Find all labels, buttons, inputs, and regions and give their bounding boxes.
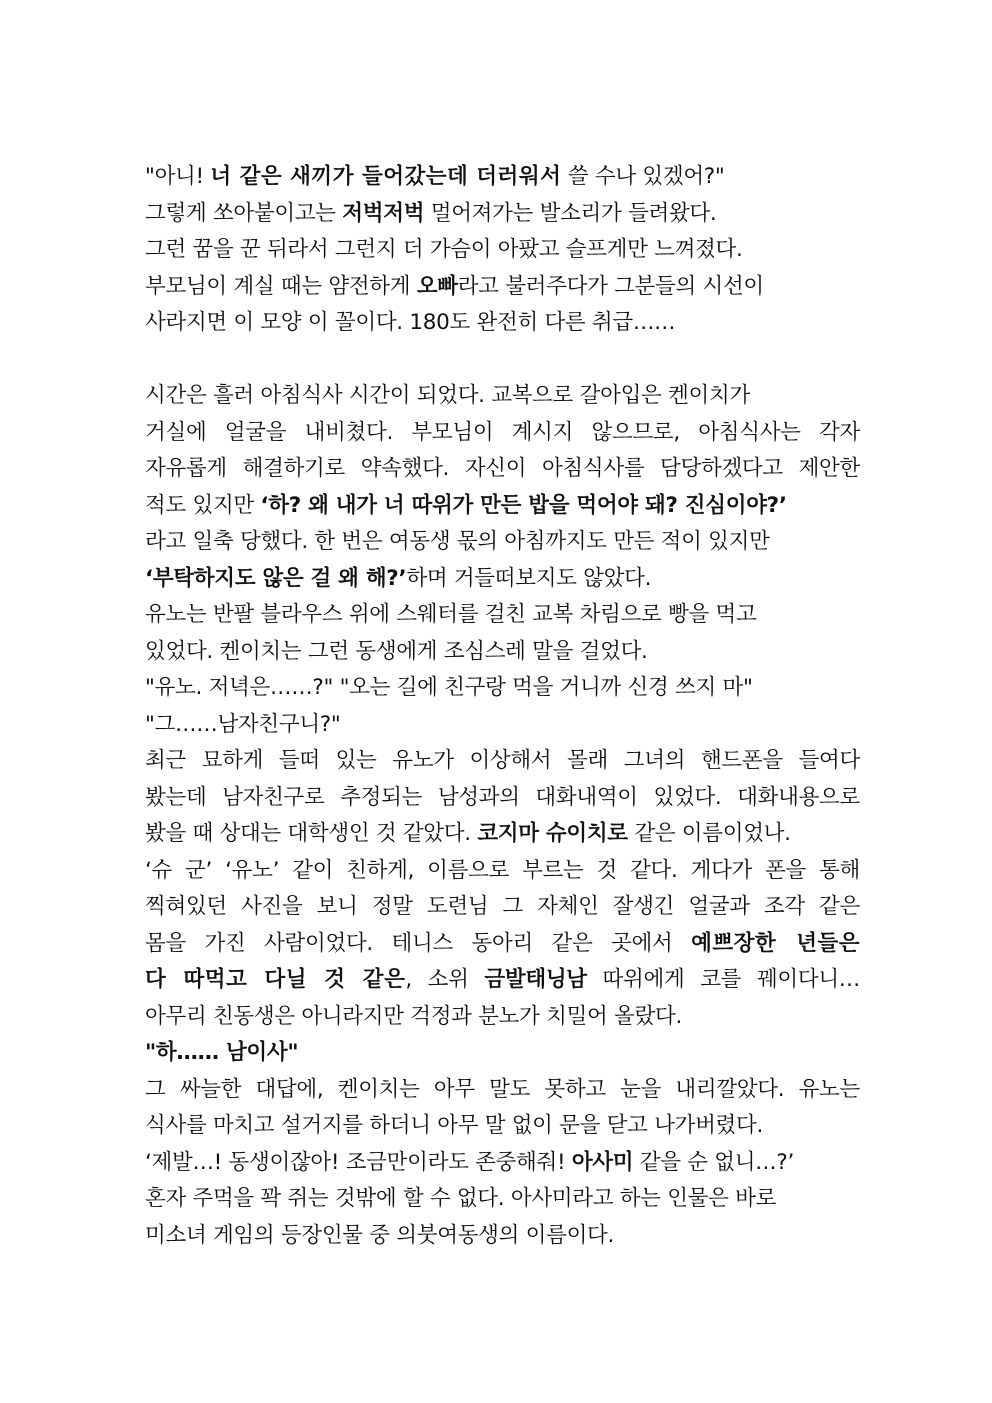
text-line <box>145 1035 860 1072</box>
text-span: "유노. 저녁은……?" "오는 길에 친구랑 먹을 거니까 신경 쓰지 마" <box>145 675 753 700</box>
text-span: 미소녀 게임의 등장인물 중 의붓여동생의 이름이다. <box>145 1222 615 1248</box>
emphasized-text: 아사미 <box>571 1149 634 1175</box>
text-span: , 소위 <box>405 967 485 992</box>
document-body <box>145 159 860 1254</box>
text-span: "그……남자친구니?" <box>145 711 341 737</box>
text-span: ‘제발…! 동생이잖아! 조금만이라도 존중해줘! <box>145 1149 572 1175</box>
text-line <box>145 962 860 999</box>
text-line <box>145 889 860 926</box>
text-line <box>145 1072 860 1109</box>
text-span: 최근 묘하게 들떠 있는 유노가 이상해서 몰래 그녀의 핸드폰을 들여다 <box>145 748 860 773</box>
text-line <box>145 269 860 306</box>
text-line <box>145 670 860 707</box>
emphasized-text: 오빠 <box>416 273 458 299</box>
text-line <box>145 196 860 233</box>
text-line <box>145 488 860 525</box>
text-span: 같을 순 없니…?’ <box>633 1149 795 1175</box>
text-line <box>145 780 860 817</box>
text-span: 하며 거들떠보지도 않았다. <box>406 565 652 591</box>
text-span: 따위에게 코를 꿰이다니… <box>586 967 860 992</box>
text-line <box>145 1181 860 1218</box>
text-span: 봤는데 남자친구로 추정되는 남성과의 대화내역이 있었다. 대화내용으로 <box>145 784 860 810</box>
text-line <box>145 816 860 853</box>
emphasized-text: 저벅저벅 <box>342 200 425 226</box>
text-line <box>145 634 860 671</box>
text-line <box>145 451 860 488</box>
text-line <box>145 378 860 415</box>
text-span: 자유롭게 해결하기로 약속했다. 자신이 아침식사를 담당하겠다고 제안한 <box>145 456 860 481</box>
text-line <box>145 561 860 598</box>
text-line <box>145 597 860 634</box>
paragraph <box>145 159 860 342</box>
text-span: 아무리 친동생은 아니라지만 걱정과 분노가 치밀어 올랐다. <box>145 1003 682 1029</box>
text-line <box>145 743 860 780</box>
text-span: "아니! <box>145 164 211 189</box>
text-span: 시간은 흘러 아침식사 시간이 되었다. 교복으로 갈아입은 켄이치가 <box>145 383 750 408</box>
paragraph-gap <box>145 342 860 379</box>
emphasized-text: 다 따먹고 다닐 것 같은 <box>145 967 406 992</box>
text-span: 그런 꿈을 꾼 뒤라서 그런지 더 가슴이 아팠고 슬프게만 느껴졌다. <box>145 237 743 262</box>
text-line <box>145 415 860 452</box>
text-span: 멀어져가는 발소리가 들려왔다. <box>424 200 717 226</box>
text-span: 거실에 얼굴을 내비쳤다. 부모님이 계시지 않으므로, 아침식사는 각자 <box>145 419 860 445</box>
text-line <box>145 999 860 1036</box>
text-span: 쓸 수나 있겠어?" <box>561 164 725 189</box>
emphasized-text: 코지마 슈이치로 <box>477 821 628 846</box>
text-span: 있었다. 켄이치는 그런 동생에게 조심스레 말을 걸었다. <box>145 638 648 664</box>
text-span: ‘슈 군’ ‘유노’ 같이 친하게, 이름으로 부르는 것 같다. 게다가 폰을 통해 <box>145 857 860 883</box>
text-span: 그 싸늘한 대답에, 켄이치는 아무 말도 못하고 눈을 내리깔았다. 유노는 <box>145 1076 860 1102</box>
text-span: 유노는 반팔 블라우스 위에 스웨터를 걸친 교복 차림으로 빵을 먹고 <box>145 602 757 627</box>
emphasized-text: 금발태닝남 <box>484 967 587 992</box>
text-span: 혼자 주먹을 꽉 쥐는 것밖에 할 수 없다. 아사미라고 하는 인물은 바로 <box>145 1186 777 1211</box>
text-line <box>145 159 860 196</box>
emphasized-text: 예쁘장한 년들은 <box>691 930 861 956</box>
text-span: 몸을 가진 사람이었다. 테니스 동아리 같은 곳에서 <box>145 930 692 956</box>
text-line <box>145 853 860 890</box>
emphasized-text: 너 같은 새끼가 들어갔는데 더러워서 <box>210 164 562 189</box>
emphasized-text: ‘부탁하지도 않은 걸 왜 해?’ <box>145 565 407 591</box>
text-line <box>145 707 860 744</box>
text-span: 라고 일축 당했다. 한 번은 여동생 몫의 아침까지도 만든 적이 있지만 <box>145 529 770 554</box>
emphasized-text: ‘하? 왜 내가 너 따위가 만든 밥을 먹어야 돼? 진심이야?’ <box>260 492 787 518</box>
emphasized-text: "하…… 남이사" <box>145 1040 299 1065</box>
text-line <box>145 232 860 269</box>
text-span: 사라지면 이 모양 이 꼴이다. 180도 완전히 다른 취급…… <box>145 310 676 335</box>
paragraph <box>145 378 860 1254</box>
text-span: 봤을 때 상대는 대학생인 것 같았다. <box>145 821 478 846</box>
text-line <box>145 1145 860 1182</box>
text-line <box>145 926 860 963</box>
text-span: 같은 이름이었나. <box>627 821 791 846</box>
text-line <box>145 1108 860 1145</box>
text-span: 그렇게 쏘아붙이고는 <box>145 200 343 226</box>
text-span: 부모님이 계실 때는 얌전하게 <box>145 273 417 299</box>
text-span: 라고 불러주다가 그분들의 시선이 <box>457 273 764 299</box>
text-line <box>145 305 860 342</box>
text-span: 적도 있지만 <box>145 492 261 518</box>
text-line <box>145 524 860 561</box>
text-span: 식사를 마치고 설거지를 하더니 아무 말 없이 문을 닫고 나가버렸다. <box>145 1113 764 1138</box>
text-span: 찍혀있던 사진을 보니 정말 도련님 그 자체인 잘생긴 얼굴과 조각 같은 <box>145 894 860 919</box>
text-line <box>145 1218 860 1255</box>
